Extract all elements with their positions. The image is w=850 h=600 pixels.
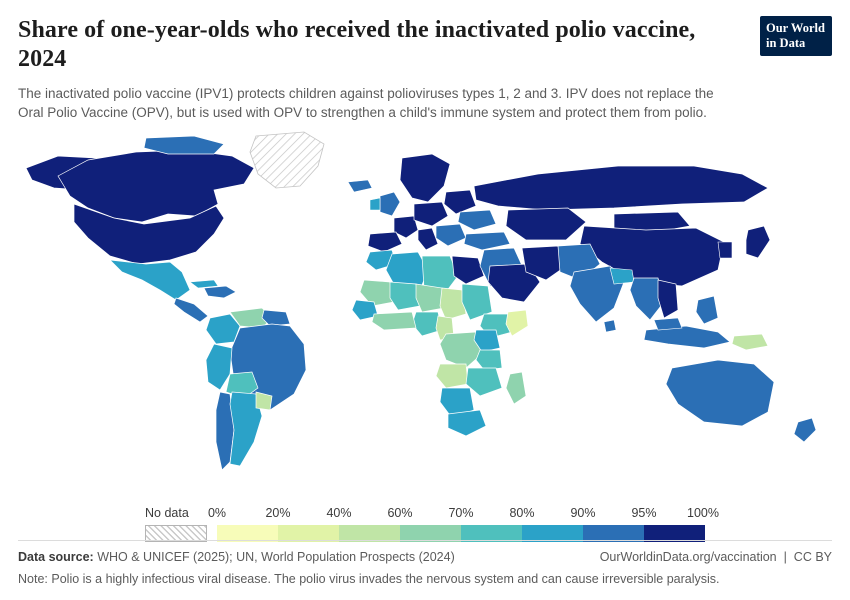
country-niger[interactable] xyxy=(416,284,444,312)
country-angola[interactable] xyxy=(436,364,468,388)
country-ireland[interactable] xyxy=(370,198,380,210)
country-new-zealand[interactable] xyxy=(794,418,816,442)
legend-tick-90: 90% xyxy=(570,506,596,520)
footer-note-value: Polio is a highly infectious viral disease. The polio virus invades the nervous system and can cause irreversible paralysis. xyxy=(51,571,720,586)
data-source-value: WHO & UNICEF (2025); UN, World Population Prospects (2024) xyxy=(97,549,455,564)
country-greenland[interactable] xyxy=(250,132,324,188)
legend-tick-60: 60% xyxy=(387,506,413,520)
footer-note-label: Note: xyxy=(18,571,48,586)
owid-logo-line2: in Data xyxy=(766,36,806,50)
license-link[interactable]: CC BY xyxy=(793,549,832,564)
country-norway-sweden-finland[interactable] xyxy=(400,154,450,202)
country-iceland[interactable] xyxy=(348,180,372,192)
country-turkey[interactable] xyxy=(464,232,510,250)
country-canada-arctic-islands[interactable] xyxy=(144,136,224,154)
country-tanzania[interactable] xyxy=(476,350,502,370)
country-italy[interactable] xyxy=(418,228,438,250)
legend-tick-20: 20% xyxy=(265,506,291,520)
region-south-america[interactable] xyxy=(206,308,306,470)
country-indonesia[interactable] xyxy=(644,326,730,348)
region-balkans[interactable] xyxy=(436,224,466,246)
owid-logo[interactable] xyxy=(760,16,832,56)
country-egypt[interactable] xyxy=(452,256,484,284)
legend-tick-40: 40% xyxy=(326,506,352,520)
country-australia[interactable] xyxy=(666,360,774,426)
country-zambia-mozambique[interactable] xyxy=(466,368,502,396)
country-nepal-bangladesh[interactable] xyxy=(610,268,634,284)
owid-logo-line1: Our World xyxy=(766,21,825,36)
map-legend xyxy=(0,506,850,542)
country-south-africa[interactable] xyxy=(448,410,486,436)
footer-note xyxy=(18,570,832,588)
country-korea[interactable] xyxy=(718,242,732,258)
legend-tick-labels xyxy=(145,506,719,522)
country-madagascar[interactable] xyxy=(506,372,526,404)
country-japan[interactable] xyxy=(746,226,770,258)
region-west-africa-coast[interactable] xyxy=(372,312,416,330)
legend-tick-100: 100% xyxy=(687,506,719,520)
chart-subtitle: The inactivated polio vaccine (IPV1) protects children against polioviruses types 1, 2 and 3. IPV does not replace the Oral Polio Vaccine (OPV), but is used with OPV to strengthen a child's immune system and protect them from polio. xyxy=(18,85,714,120)
chart-footer xyxy=(18,540,832,588)
page-title: Share of one-year-olds who received the inactivated polio vaccine, 2024 xyxy=(18,17,696,73)
legend-no-data-label: No data xyxy=(145,506,189,520)
data-source-label: Data source: xyxy=(18,549,94,564)
legend-tick-80: 80% xyxy=(509,506,535,520)
legend-tick-0: 0% xyxy=(207,506,227,520)
country-germany-poland[interactable] xyxy=(414,202,448,226)
country-philippines[interactable] xyxy=(696,296,718,324)
map-svg xyxy=(18,130,832,502)
country-united-kingdom[interactable] xyxy=(380,192,400,216)
region-oceania[interactable] xyxy=(666,360,816,442)
country-malaysia[interactable] xyxy=(654,318,682,330)
country-russia[interactable] xyxy=(474,166,768,210)
data-source xyxy=(18,548,455,566)
country-spain-portugal[interactable] xyxy=(368,232,402,252)
region-caribbean[interactable] xyxy=(204,286,236,298)
country-sri-lanka[interactable] xyxy=(604,320,616,332)
country-mexico[interactable] xyxy=(110,260,190,300)
country-mali[interactable] xyxy=(390,282,420,310)
region-central-america[interactable] xyxy=(174,298,208,322)
country-vietnam[interactable] xyxy=(658,280,678,318)
owid-url-link[interactable]: OurWorldinData.org/vaccination xyxy=(599,549,777,564)
country-ukraine[interactable] xyxy=(458,210,496,230)
separator: | xyxy=(780,549,791,564)
country-papua-new-guinea[interactable] xyxy=(732,334,768,350)
legend-tick-95: 95% xyxy=(631,506,657,520)
footer-divider xyxy=(18,540,832,541)
region-central-asia[interactable] xyxy=(506,208,586,240)
legend-tick-70: 70% xyxy=(448,506,474,520)
region-north-america[interactable] xyxy=(26,132,324,322)
region-baltic-belarus[interactable] xyxy=(444,190,476,214)
world-choropleth-map[interactable] xyxy=(18,130,832,502)
footer-links xyxy=(600,548,832,566)
chart-header xyxy=(18,16,832,122)
